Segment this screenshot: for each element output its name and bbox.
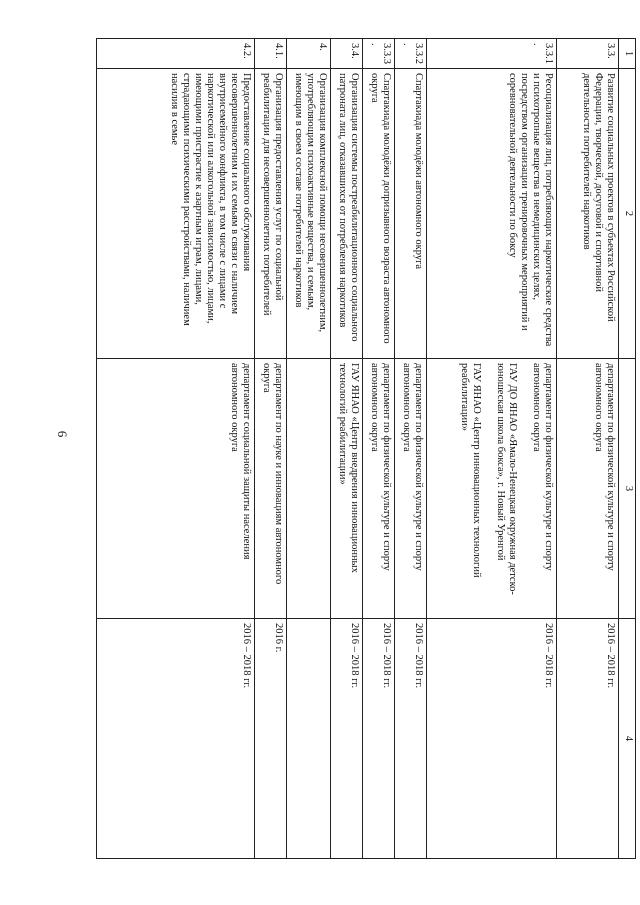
row-executor: ГАУ ЯНАО «Центр внедрения инновационных технологий реабилитации» (331, 359, 363, 619)
row-period (287, 619, 331, 859)
header-col-4: 4 (619, 619, 636, 859)
row-executor-extra-2: ГАУ ЯНАО «Центр инновационных технологий реабилитации» (458, 363, 482, 578)
row-executor: департамент по физической культуре и спорту автономного округа (530, 363, 554, 571)
table-row (331, 39, 363, 859)
row-activity: Предоставление социального обслуживания несовершеннолетним и их семьям в связи с наличием внутрисемейного конфликта, в том числе с лицами с наркотической или алкогольной зависимостью, лицами, имеющими пристрастие к азартным играм, лицами, страдающими психическими расстройствами, наличием насилия в семье (97, 69, 255, 359)
table-row (287, 39, 331, 859)
row-number: 4. (287, 39, 331, 69)
row-period: 2016 – 2018 гг. (363, 619, 395, 859)
row-executor: департамент по физической культуре и спорту автономного округа (557, 359, 619, 619)
rotated-table-container (96, 38, 636, 858)
row-number: 4.2. (97, 39, 255, 69)
row-activity: Организация системы постреабилитационного социального патроната лиц, отказавшихся от потребления наркотиков (331, 69, 363, 359)
row-number: 3.3.3. (363, 39, 395, 69)
row-period: 2016 – 2018 гг. (331, 619, 363, 859)
page-number: 6 (55, 430, 70, 438)
header-col-2: 2 (619, 69, 636, 359)
row-activity: Развитие социальных проектов в субъектах Российской Федерации, творческой, досуговой и спортивной деятельности потребителей наркотиков (557, 69, 619, 359)
header-col-1: 1 (619, 39, 636, 69)
row-number: 3.4. (331, 39, 363, 69)
row-executor (287, 359, 331, 619)
row-executor: департамент по науке и инновациям автономного округа (255, 359, 287, 619)
row-activity: Организация предоставления услуг по социальной реабилитации для несовершеннолетних потребителей (255, 69, 287, 359)
row-executor-extra: ГАУ ДО ЯНАО «Ямало-Ненецкая окружная детско-юношеская школа бокса», г. Новый Уренгой (494, 363, 518, 595)
row-executor-cell (427, 359, 557, 619)
row-period: 2016 – 2018 гг. (395, 619, 427, 859)
row-activity: Спартакиада молодёжи допризывного возраста автономного округа (363, 69, 395, 359)
table-row (557, 39, 619, 859)
row-activity: Ресоциализация лиц, потребляющих наркотические средства и психотропные вещества в немедицинских целях, посредством организации тренировочных мероприятий и соревновательной деятельности по боксу (427, 69, 557, 359)
table-row (255, 39, 287, 859)
row-number: 3.3. (557, 39, 619, 69)
row-period: 2016 – 2018 гг. (97, 619, 255, 859)
table-row (395, 39, 427, 859)
row-period: 2016 – 2018 гг. (557, 619, 619, 859)
row-period: 2016 г. (255, 619, 287, 859)
row-activity: Спартакиада молодёжи автономного округа (395, 69, 427, 359)
row-executor: департамент по физической культуре и спорту автономного округа (395, 359, 427, 619)
table-row (363, 39, 395, 859)
row-executor: департамент социальной защиты населения автономного округа (97, 359, 255, 619)
table-row (97, 39, 255, 859)
row-number: 4.1. (255, 39, 287, 69)
row-number: 3.3.1. (427, 39, 557, 69)
table-row (427, 39, 557, 859)
row-number: 3.3.2. (395, 39, 427, 69)
header-col-3: 3 (619, 359, 636, 619)
row-period: 2016 – 2018 гг. (427, 619, 557, 859)
row-activity: Организация комплексной помощи несовершеннолетним, употребляющим психоактивные вещества, и семьям, имеющим в своем составе потребителей наркотиков (287, 69, 331, 359)
measures-table (96, 38, 636, 859)
row-executor: департамент по физической культуре и спорту автономного округа (363, 359, 395, 619)
header-row (619, 39, 636, 859)
